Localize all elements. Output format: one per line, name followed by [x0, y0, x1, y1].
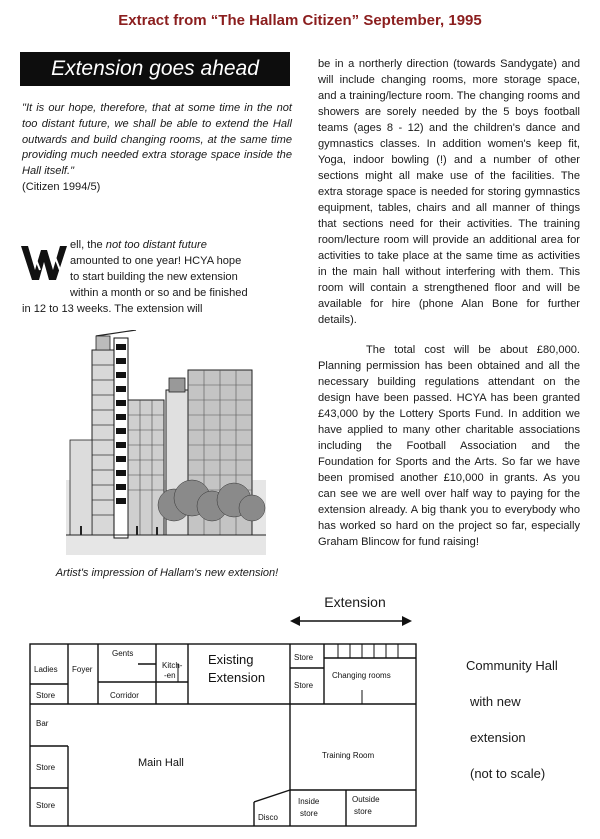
room-disco: Disco — [258, 813, 279, 822]
floor-plan — [28, 642, 418, 830]
illustration-caption: Artist's impression of Hallam's new extension! — [55, 567, 279, 579]
plan-legend-line-4: (not to scale) — [470, 766, 546, 781]
quote-citation: (Citizen 1994/5) — [22, 181, 101, 193]
page-header: Extract from “The Hallam Citizen” September, 1995 — [118, 12, 482, 29]
room-store-top-1: Store — [294, 653, 314, 662]
room-changing: Changing rooms — [332, 671, 391, 680]
article-column-2 — [318, 56, 580, 550]
pull-quote: "It is our hope, therefore, that at some time in the not too distant future, we shall be able to extend the Hall outwards and build changing rooms, at the same time providing much needed extra storage space inside the Hall itself." — [22, 102, 292, 178]
plan-legend-line-3: extension — [470, 730, 526, 745]
room-store-left: Store — [36, 691, 56, 700]
room-outside-2: store — [354, 807, 372, 816]
room-ladies: Ladies — [34, 665, 58, 674]
room-existing-2: Extension — [208, 670, 266, 685]
room-kitchen-2: -en — [164, 671, 176, 680]
lead-italic: not too distant future — [105, 239, 207, 251]
room-foyer: Foyer — [72, 665, 93, 674]
room-existing-1: Existing — [208, 652, 254, 667]
room-bar: Bar — [36, 719, 49, 728]
headline-banner: Extension goes ahead — [20, 52, 290, 86]
room-training: Training Room — [322, 751, 375, 760]
room-kitchen-1: Kitch- — [162, 661, 183, 670]
room-store-bottom: Store — [36, 801, 56, 810]
room-inside-1: Inside — [298, 797, 320, 806]
lead-line-5: in 12 to 13 weeks. The extension will — [22, 303, 203, 315]
lead-line-2: amounted to one year! HCYA hope — [70, 255, 242, 267]
room-gents: Gents — [112, 649, 134, 658]
room-inside-2: store — [300, 809, 318, 818]
lead-line-1: ell, the — [70, 239, 106, 251]
room-store-top-2: Store — [294, 681, 314, 690]
extension-label: Extension — [324, 594, 386, 610]
double-arrow-icon — [290, 614, 412, 628]
room-outside-1: Outside — [352, 795, 380, 804]
lead-line-3: to start building the new extension — [70, 271, 238, 283]
paragraph-2: The total cost will be about £80,000. Planning permission has been obtained and all the necessary building regulations attendant on the design have been passed. HCYA has been granted £43,000 by the Lottery Sports Fund. In addition we have applied to many other charitable associations including the Football Association and the Foundation for Sports and the Arts. So far we have been promised another £10,000 in grants. As you can see we are well over half way to paying for the extension already. A big thank you to everybody who has worked so hard on the project so far, especially Graham Blincow for fund raising! — [318, 344, 580, 548]
lead-paragraph — [22, 237, 294, 317]
plan-legend-line-2: with new — [470, 694, 521, 709]
room-main-hall: Main Hall — [138, 757, 184, 769]
artist-impression-illustration — [66, 330, 266, 555]
paragraph-1: be in a northerly direction (towards Sandygate) and will include changing rooms, more storage space, and a training/lecture room. The changing rooms and showers are sorely needed by the 5 boys football teams (ages 8 - 12) and the children's dance and gymnastics classes. In addition women's keep fit, Yoga, indoor bowling (!) and a number of other sections might all make use of the facilities. The extra storage space is needed for storing gymnastics equipment, tables, chairs and all manner of things that sections need for their activities. The training room/lecture room will provide an additional area for activities to take place at the same time as activities in the main hall without interfering with them. This room will contain a strengthened floor and will be available for hire (phone Alan Bone for further details). — [318, 58, 580, 326]
lead-line-4: within a month or so and be finished — [70, 287, 248, 299]
room-corridor: Corridor — [110, 691, 139, 700]
plan-legend-line-1: Community Hall — [466, 658, 558, 673]
room-store-mid: Store — [36, 763, 56, 772]
